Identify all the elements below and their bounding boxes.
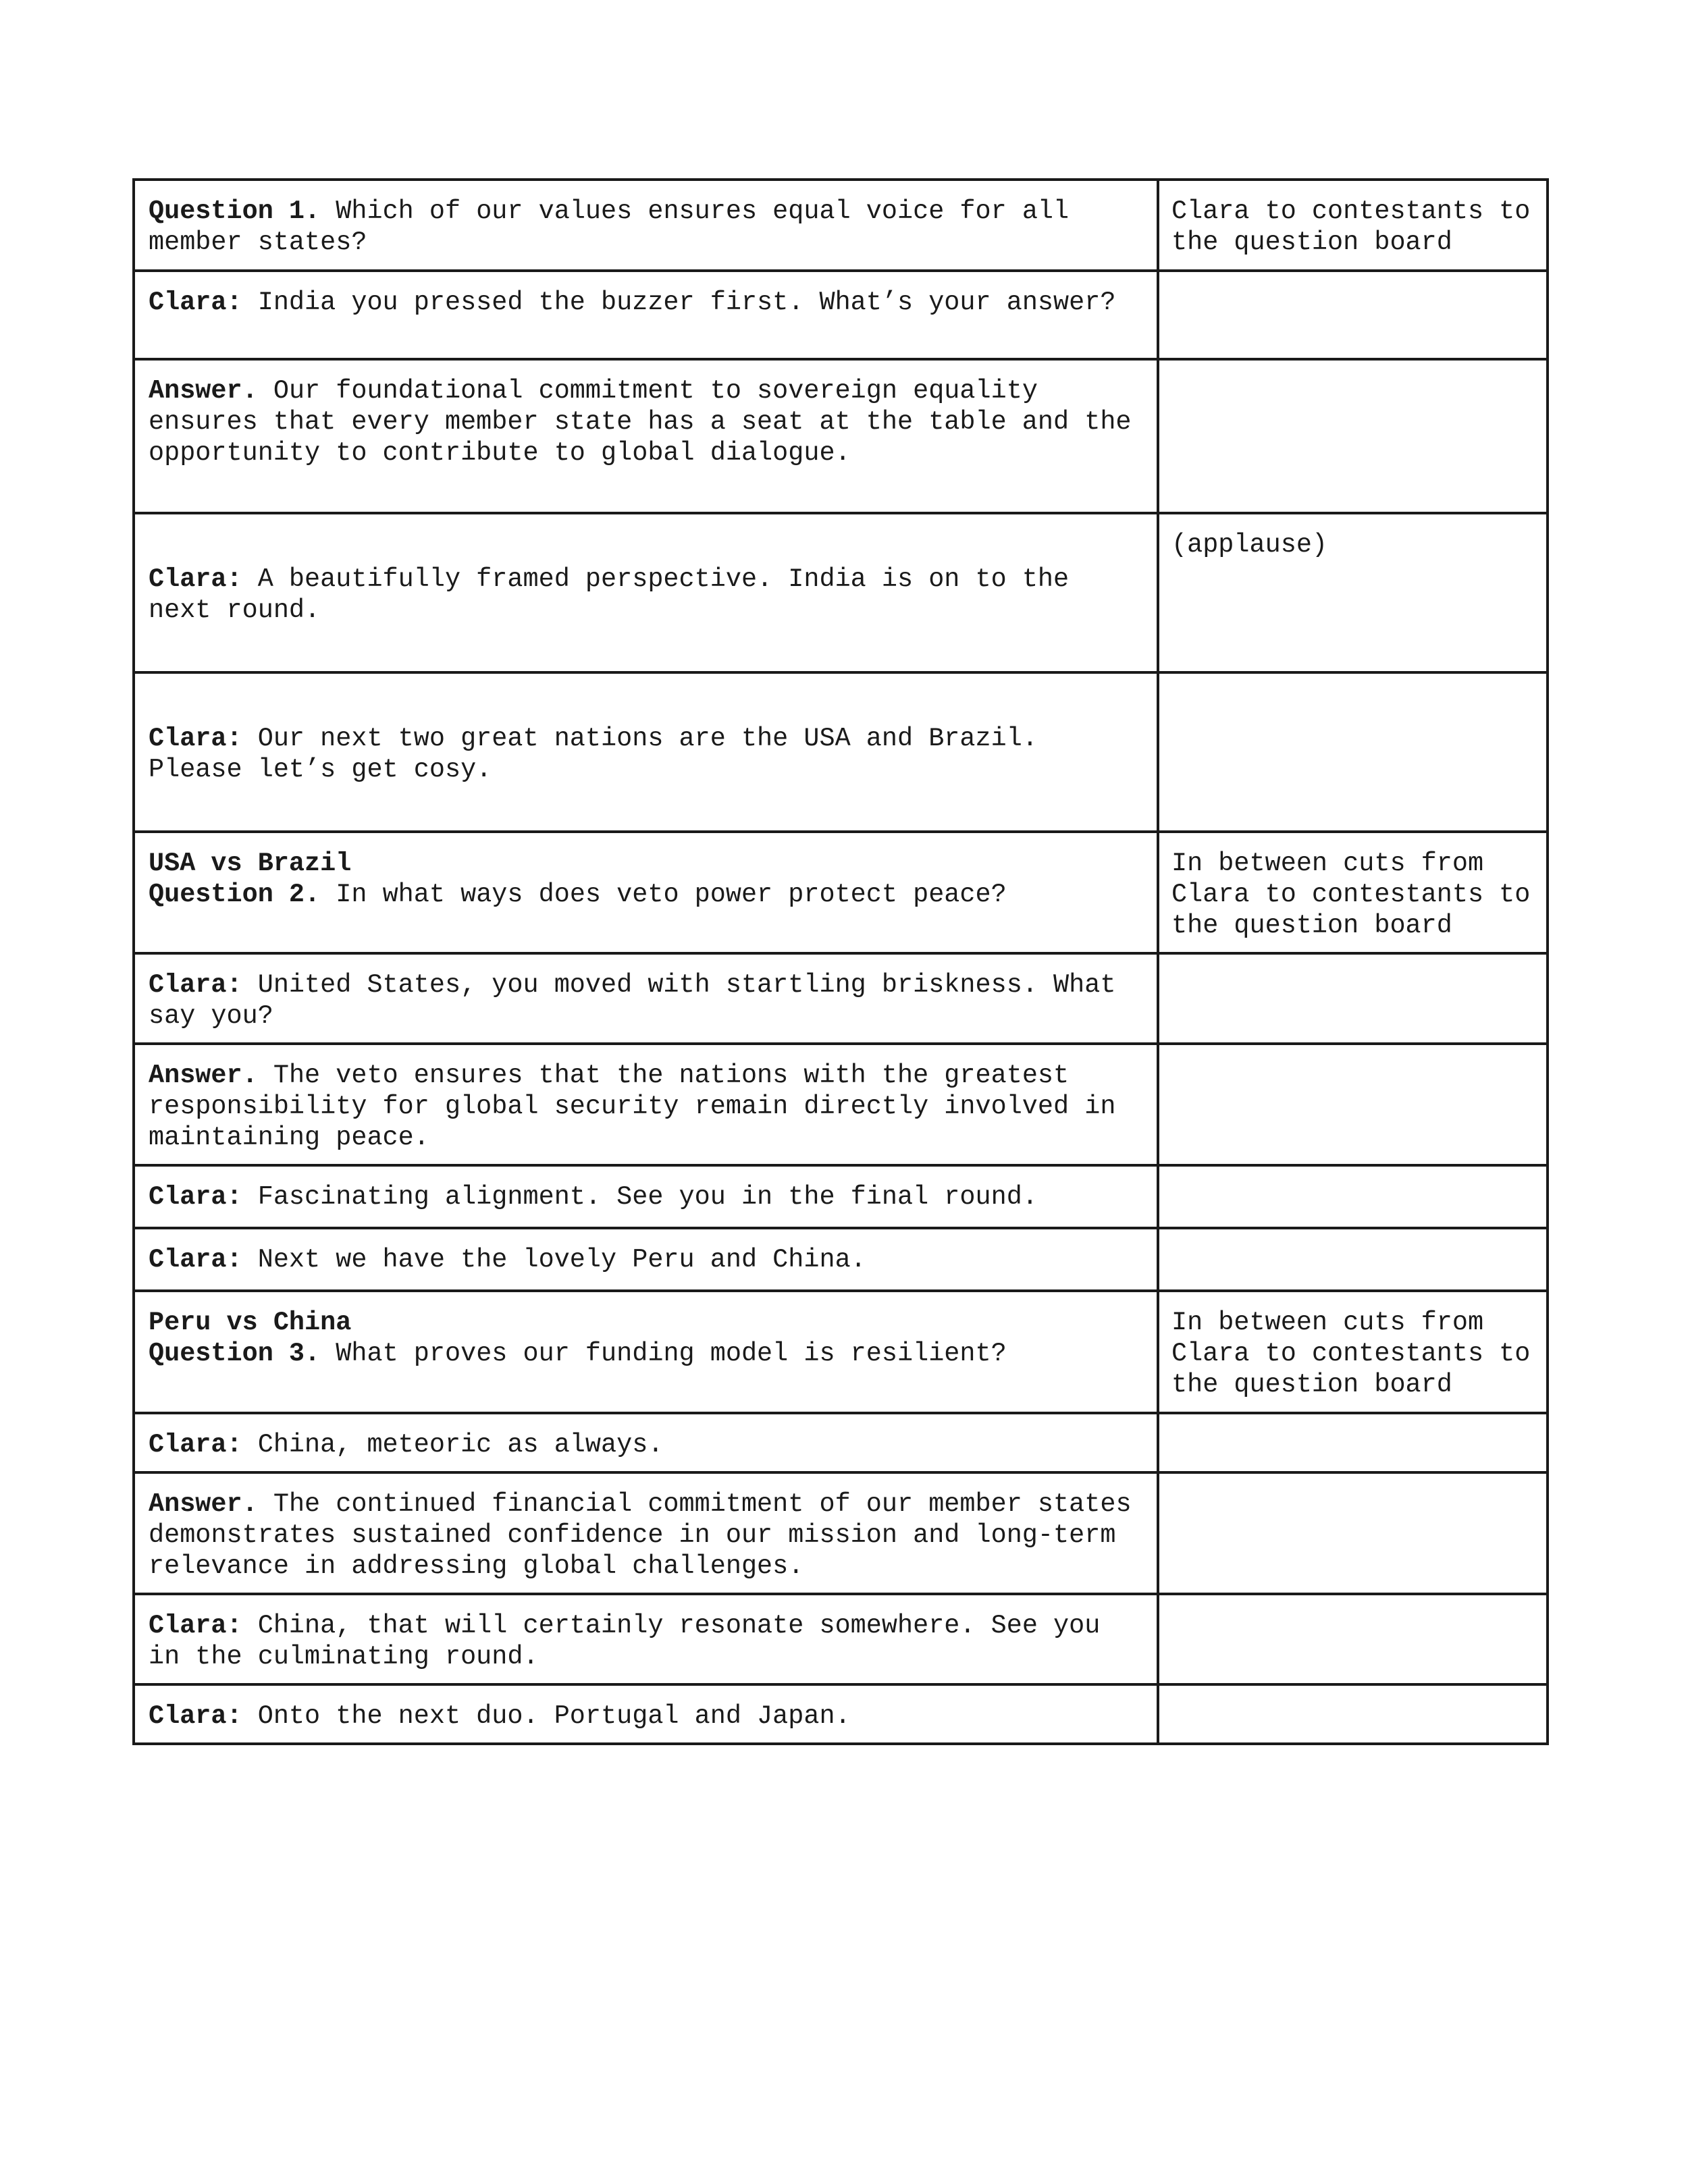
direction-cell: In between cuts from Clara to contestants to the question board <box>1158 1291 1548 1413</box>
table-row <box>134 1228 1548 1291</box>
table-row <box>134 953 1548 1044</box>
speaker-label: Clara: <box>149 724 242 753</box>
dialogue-cell <box>134 832 1158 953</box>
direction-cell: In between cuts from Clara to contestants to the question board <box>1158 832 1548 953</box>
speaker-label: Question 1. <box>149 196 321 226</box>
dialogue-text: China, that will certainly resonate somewhere. See you in the culminating round. <box>149 1611 1116 1672</box>
speaker-label: Answer. <box>149 376 258 406</box>
direction-cell <box>1158 1684 1548 1744</box>
speaker-label: Clara: <box>149 288 242 317</box>
speaker-label: Clara: <box>149 1701 242 1731</box>
dialogue-cell <box>134 271 1158 359</box>
dialogue-text: What proves our funding model is resilient? <box>320 1339 1007 1368</box>
table-row <box>134 271 1548 359</box>
table-row <box>134 832 1548 953</box>
table-row <box>134 513 1548 672</box>
dialogue-cell <box>134 1228 1158 1291</box>
matchup-heading: USA vs Brazil <box>149 849 352 878</box>
dialogue-cell <box>134 180 1158 271</box>
direction-cell <box>1158 1165 1548 1228</box>
dialogue-cell <box>134 359 1158 513</box>
direction-cell <box>1158 672 1548 832</box>
dialogue-cell <box>134 672 1158 832</box>
table-row <box>134 1044 1548 1165</box>
dialogue-cell <box>134 1165 1158 1228</box>
script-table <box>132 178 1549 1745</box>
speaker-label: Clara: <box>149 1611 242 1641</box>
table-row <box>134 359 1548 513</box>
dialogue-cell <box>134 953 1158 1044</box>
direction-cell <box>1158 271 1548 359</box>
dialogue-text: Our foundational commitment to sovereign equality ensures that every member state has a seat at the table and the opportunity to contribute to global dialogue. <box>149 376 1147 468</box>
dialogue-cell <box>134 1684 1158 1744</box>
table-row <box>134 1594 1548 1684</box>
table-row <box>134 180 1548 271</box>
direction-cell <box>1158 1413 1548 1472</box>
table-row <box>134 672 1548 832</box>
speaker-label: Answer. <box>149 1489 258 1519</box>
matchup-heading: Peru vs China <box>149 1308 352 1337</box>
direction-cell <box>1158 953 1548 1044</box>
speaker-label: Question 2. <box>149 880 321 909</box>
table-row <box>134 1291 1548 1413</box>
dialogue-text: Our next two great nations are the USA and Brazil. Please let’s get cosy. <box>149 724 1054 784</box>
direction-cell <box>1158 1228 1548 1291</box>
direction-cell <box>1158 1472 1548 1594</box>
speaker-label: Clara: <box>149 1430 242 1460</box>
dialogue-text: Which of our values ensures equal voice for all member states? <box>149 196 1085 257</box>
speaker-label: Clara: <box>149 970 242 1000</box>
dialogue-text: The continued financial commitment of our member states demonstrates sustained confidence in our mission and long-term relevance in addressing global challenges. <box>149 1489 1147 1581</box>
dialogue-text: China, meteoric as always. <box>242 1430 664 1460</box>
dialogue-text: A beautifully framed perspective. India is on to the next round. <box>149 564 1085 625</box>
dialogue-cell <box>134 1472 1158 1594</box>
dialogue-text: Onto the next duo. Portugal and Japan. <box>242 1701 851 1731</box>
speaker-label: Clara: <box>149 1182 242 1212</box>
dialogue-text: Fascinating alignment. See you in the final round. <box>242 1182 1038 1212</box>
dialogue-text: Next we have the lovely Peru and China. <box>242 1245 866 1275</box>
speaker-label: Question 3. <box>149 1339 321 1368</box>
dialogue-text: In what ways does veto power protect peace? <box>320 880 1007 909</box>
dialogue-text: United States, you moved with startling briskness. What say you? <box>149 970 1132 1031</box>
table-row <box>134 1165 1548 1228</box>
dialogue-cell <box>134 513 1158 672</box>
dialogue-text: India you pressed the buzzer first. What’s your answer? <box>242 288 1116 317</box>
direction-cell <box>1158 1044 1548 1165</box>
table-row <box>134 1684 1548 1744</box>
dialogue-cell <box>134 1594 1158 1684</box>
dialogue-cell <box>134 1044 1158 1165</box>
table-row <box>134 1472 1548 1594</box>
dialogue-cell <box>134 1291 1158 1413</box>
direction-cell <box>1158 359 1548 513</box>
direction-cell: Clara to contestants to the question board <box>1158 180 1548 271</box>
speaker-label: Clara: <box>149 564 242 594</box>
speaker-label: Clara: <box>149 1245 242 1275</box>
table-row <box>134 1413 1548 1472</box>
direction-cell: (applause) <box>1158 513 1548 672</box>
speaker-label: Answer. <box>149 1061 258 1090</box>
dialogue-cell <box>134 1413 1158 1472</box>
dialogue-text: The veto ensures that the nations with the greatest responsibility for global security remain directly involved in maintaining peace. <box>149 1061 1132 1152</box>
direction-cell <box>1158 1594 1548 1684</box>
